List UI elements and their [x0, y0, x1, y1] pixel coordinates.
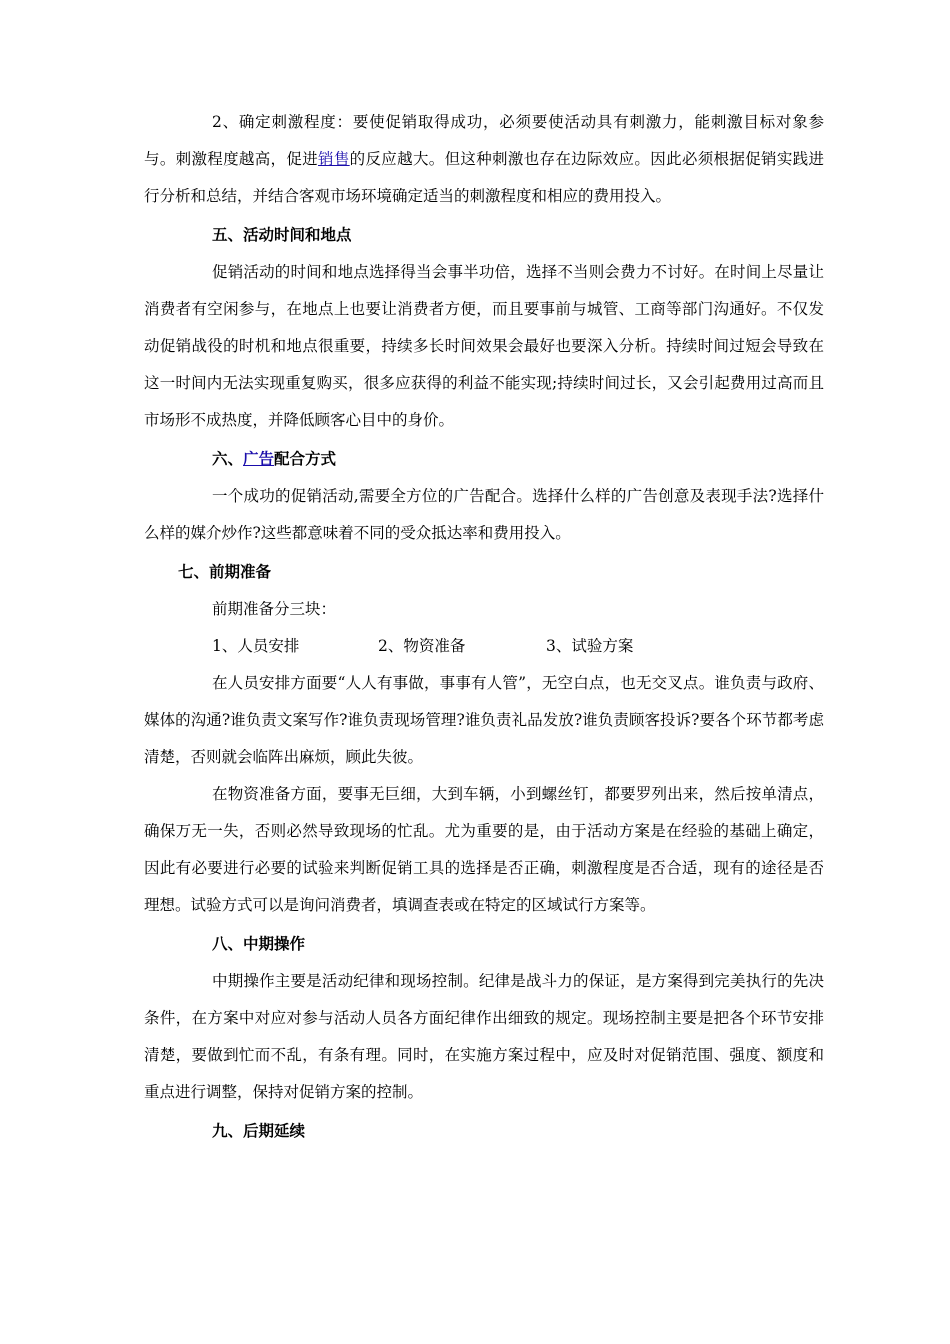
mid-operation-paragraph: 中期操作主要是活动纪律和现场控制。纪律是战斗力的保证，是方案得到完美执行的先决条件，在方案中对应对参与活动人员各方面纪律作出细致的规定。现场控制主要是把各个环节安排清楚，要做到忙而不乱，有条有理。同时，在实施方案过程中，应及时对促销范围、强度、额度和重点进行调整，保持对促销方案的控制。 [144, 972, 824, 1101]
stimulus-line-1: 2、确定刺激程度：要使促销取得成功，必须要使活动具有刺激力，能刺激目标对 [212, 113, 793, 131]
preparation-item-trial: 3、试验方案 [546, 637, 634, 655]
sales-link[interactable]: 销售 [318, 150, 350, 168]
stimulus-paragraph [144, 104, 824, 215]
heading-ads-suffix: 配合方式 [274, 450, 337, 468]
ads-paragraph: 一个成功的促销活动,需要全方位的广告配合。选择什么样的广告创意及表现手法?选择什么样的媒介炒作?这些都意味着不同的受众抵达率和费用投入。 [144, 487, 824, 542]
heading-ads-prefix: 六、 [212, 450, 244, 468]
heading-ads [144, 441, 824, 478]
preparation-intro: 前期准备分三块： [212, 600, 337, 618]
time-place-paragraph: 促销活动的时间和地点选择得当会事半功倍，选择不当则会费力不讨好。在时间上尽量让消费者有空闲参与，在地点上也要让消费者方便，而且要事前与城管、工商等部门沟通好。不仅发动促销战役的时机和地点很重要，持续多长时间效果会最好也要深入分析。持续时间过短会导致在这一时间内无法实现重复购买，很多应获得的利益不能实现;持续时间过长，又会引起费用过高而且市场形不成热度，并降低顾客心目中的身价。 [144, 263, 824, 429]
heading-mid-operation: 八、中期操作 [212, 935, 306, 953]
preparation-list [144, 628, 824, 665]
materials-paragraph: 在物资准备方面，要事无巨细，大到车辆，小到螺丝钉，都要罗列出来，然后按单清点，确保万无一失，否则必然导致现场的忙乱。尤为重要的是，由于活动方案是在经验的基础上确定，因此有必要进行必要的试验来判断促销工具的选择是否正确，刺激程度是否合适，现有的途径是否理想。试验方式可以是询问消费者，填调查表或在特定的区域试行方案等。 [144, 785, 824, 914]
staff-paragraph: 在人员安排方面要“人人有事做，事事有人管”，无空白点，也无交叉点。谁负责与政府、媒体的沟通?谁负责文案写作?谁负责现场管理?谁负责礼品发放?谁负责顾客投诉?要各个环节都考虑清楚，否则就会临阵出麻烦，顾此失彼。 [144, 674, 824, 766]
stimulus-line-2-end: 的反应越大。但这种刺激也存在边际效应。因此必须根据 [349, 150, 746, 168]
heading-preparation: 七、前期准备 [178, 563, 272, 581]
heading-follow-up: 九、后期延续 [212, 1122, 306, 1140]
preparation-item-staff: 1、人员安排 [212, 637, 300, 655]
stimulus-line-3: 促销实践进行分析和总结，并结合客观市场环境确定适当的刺激程度和相应的费用投入。 [144, 150, 824, 205]
document-content [144, 104, 824, 1150]
ads-link[interactable]: 广告 [243, 450, 275, 468]
stimulus-line-2-start: 象参与。刺激程度越高，促进 [144, 113, 824, 168]
heading-time-place: 五、活动时间和地点 [212, 226, 352, 244]
preparation-item-materials: 2、物资准备 [378, 637, 466, 655]
